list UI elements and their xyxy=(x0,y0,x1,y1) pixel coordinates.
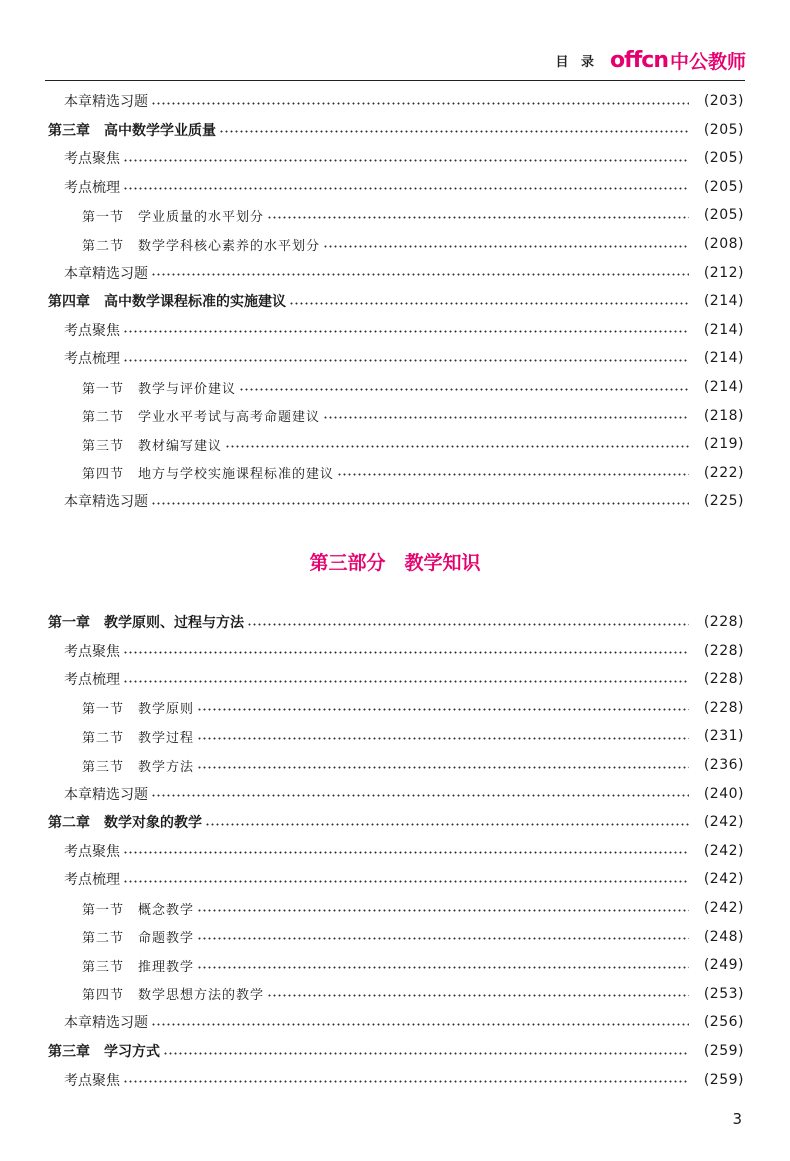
dot-leader xyxy=(123,647,689,659)
toc-entry-page: (236) xyxy=(703,757,744,773)
dot-leader xyxy=(123,847,689,859)
toc-entry-page: (214) xyxy=(703,350,744,367)
dot-leader xyxy=(289,297,689,309)
toc-entry-title: 考点聚焦 xyxy=(64,1072,120,1089)
toc-entry-title: 第四节 地方与学校实施课程标准的建议 xyxy=(82,467,335,483)
toc-entry-page: (208) xyxy=(703,236,744,252)
dot-leader xyxy=(267,211,689,223)
toc-entry-page: (253) xyxy=(703,985,744,1002)
toc-entry[interactable] xyxy=(0,611,790,633)
toc-entry-title: 第一章 教学原则、过程与方法 xyxy=(48,615,244,631)
toc-entry[interactable] xyxy=(0,811,790,833)
toc-entry-page: (205) xyxy=(703,207,744,224)
toc-entry[interactable] xyxy=(0,954,790,976)
toc-entry-title: 第一节 教学与评价建议 xyxy=(82,381,237,397)
toc-entry-page: (242) xyxy=(703,814,744,831)
toc-entry-title: 第四章 高中数学课程标准的实施建议 xyxy=(48,294,286,311)
toc-entry-title: 本章精选习题 xyxy=(64,94,148,110)
dot-leader xyxy=(323,412,689,424)
dot-leader xyxy=(197,761,689,773)
page-header xyxy=(555,42,746,78)
toc-entry-page: (240) xyxy=(703,785,744,802)
toc-entry[interactable] xyxy=(0,319,790,341)
toc-entry-page: (242) xyxy=(703,900,744,916)
toc-entry-page: (218) xyxy=(703,407,744,424)
toc-entry-title: 第二节 教学过程 xyxy=(82,730,195,746)
toc-entry-page: (214) xyxy=(703,293,744,310)
toc-entry[interactable] xyxy=(0,840,790,862)
dot-leader xyxy=(197,704,689,716)
dot-leader xyxy=(197,904,689,916)
toc-entry-title: 第三节 推理教学 xyxy=(82,959,195,975)
dot-leader xyxy=(123,875,689,887)
toc-entry-title: 第三节 教材编写建议 xyxy=(82,438,223,454)
toc-entry-page: (205) xyxy=(703,178,744,195)
toc-entry[interactable] xyxy=(0,176,790,198)
dot-leader xyxy=(239,383,689,395)
toc-entry[interactable] xyxy=(0,490,790,512)
dot-leader xyxy=(123,354,689,366)
toc-entry[interactable] xyxy=(0,462,790,484)
toc-entry-title: 本章精选习题 xyxy=(64,265,148,282)
part-title: 第三部分 教学知识 xyxy=(309,552,481,574)
toc-entry-page: (219) xyxy=(703,436,744,453)
toc-entry-page: (203) xyxy=(703,93,744,109)
dot-leader xyxy=(163,1047,689,1059)
dot-leader xyxy=(225,440,689,452)
toc-entry-title: 考点聚焦 xyxy=(64,843,120,860)
toc-entry-page: (259) xyxy=(703,1071,744,1088)
toc-entry-title: 第四节 数学思想方法的教学 xyxy=(82,988,265,1004)
toc-entry-page: (205) xyxy=(703,121,744,138)
toc-entry-title: 考点梳理 xyxy=(64,872,120,889)
toc-entry-title: 本章精选习题 xyxy=(64,1015,148,1032)
dot-leader xyxy=(151,497,689,509)
toc-entry-page: (259) xyxy=(703,1043,744,1059)
toc-entry[interactable] xyxy=(0,233,790,255)
dot-leader xyxy=(247,618,689,630)
toc-entry-title: 第一节 学业质量的水平划分 xyxy=(82,209,265,225)
toc-entry[interactable] xyxy=(0,90,790,112)
toc-entry[interactable] xyxy=(0,347,790,369)
toc-entry-page: (231) xyxy=(703,728,744,745)
dot-leader xyxy=(151,790,689,802)
toc-entry[interactable] xyxy=(0,119,790,141)
toc-entry-page: (242) xyxy=(703,871,744,888)
toc-entry-page: (242) xyxy=(703,842,744,859)
toc-entry[interactable] xyxy=(0,433,790,455)
toc-entry-title: 考点聚焦 xyxy=(64,322,120,339)
toc-entry-title: 第三章 学习方式 xyxy=(48,1044,160,1060)
toc-entry-page: (256) xyxy=(703,1014,744,1031)
toc-entry-page: (214) xyxy=(703,379,744,395)
dot-leader xyxy=(219,126,689,138)
toc-entry-title: 考点梳理 xyxy=(64,179,120,196)
toc-entry-title: 第三节 教学方法 xyxy=(82,759,195,775)
toc-entry[interactable] xyxy=(0,754,790,776)
dot-leader xyxy=(197,933,689,945)
dot-leader xyxy=(123,1076,689,1088)
toc-entry[interactable] xyxy=(0,1011,790,1033)
toc-entry-page: (228) xyxy=(703,642,744,659)
toc-entry-page: (248) xyxy=(703,928,744,945)
toc-entry[interactable] xyxy=(0,668,790,690)
toc-entry-title: 第三章 高中数学学业质量 xyxy=(48,122,216,139)
toc-entry-page: (212) xyxy=(703,264,744,281)
toc-entry[interactable] xyxy=(0,697,790,719)
toc-entry[interactable] xyxy=(0,926,790,948)
toc-entry[interactable] xyxy=(0,405,790,427)
toc-entry-title: 本章精选习题 xyxy=(64,494,148,511)
toc-entry-title: 考点梳理 xyxy=(64,351,120,368)
toc-entry-title: 第二章 数学对象的教学 xyxy=(48,815,202,832)
toc-entry-page: (214) xyxy=(703,321,744,338)
logo-latin: offcn xyxy=(610,47,668,73)
toc-entry[interactable] xyxy=(0,897,790,919)
toc-entry[interactable] xyxy=(0,290,790,312)
dot-leader xyxy=(197,961,689,973)
dot-leader xyxy=(197,732,689,744)
dot-leader xyxy=(151,1018,689,1030)
logo-cn: 中公教师 xyxy=(669,50,746,73)
toc-entry[interactable] xyxy=(0,868,790,890)
toc-entry-page: (228) xyxy=(703,699,744,716)
toc-entry[interactable] xyxy=(0,983,790,1005)
toc-entry[interactable] xyxy=(0,1040,790,1062)
dot-leader xyxy=(123,675,689,687)
toc-entry-page: (249) xyxy=(703,957,744,974)
toc-entry-title: 第一节 教学原则 xyxy=(82,702,195,718)
header-label: 目 录 xyxy=(555,54,599,70)
dot-leader xyxy=(205,818,689,830)
toc-entry-title: 考点聚焦 xyxy=(64,151,120,168)
toc-entry-title: 第二节 数学学科核心素养的水平划分 xyxy=(82,238,321,254)
toc-entry-title: 第二节 命题教学 xyxy=(82,931,195,947)
toc-entry[interactable] xyxy=(0,783,790,805)
toc-entry[interactable] xyxy=(0,725,790,747)
dot-leader xyxy=(267,990,689,1002)
dot-leader xyxy=(151,97,689,109)
toc-entry-page: (205) xyxy=(703,150,744,167)
toc-entry-title: 第二节 学业水平考试与高考命题建议 xyxy=(82,410,321,426)
toc-entry-title: 第一节 概念教学 xyxy=(82,902,195,918)
toc-entry[interactable] xyxy=(0,147,790,169)
toc-entry[interactable] xyxy=(0,262,790,284)
toc-entry-page: (228) xyxy=(703,671,744,688)
toc-entry[interactable] xyxy=(0,640,790,662)
toc-entry-page: (228) xyxy=(703,614,744,630)
toc-entry-title: 考点聚焦 xyxy=(64,643,120,660)
header-rule xyxy=(45,80,745,81)
dot-leader xyxy=(151,269,689,281)
dot-leader xyxy=(323,240,689,252)
dot-leader xyxy=(337,469,689,481)
toc-entry[interactable] xyxy=(0,1069,790,1091)
dot-leader xyxy=(123,154,689,166)
toc-entry[interactable] xyxy=(0,376,790,398)
toc-entry-title: 考点梳理 xyxy=(64,672,120,689)
toc-entry-page: (222) xyxy=(703,464,744,481)
toc-entry[interactable] xyxy=(0,204,790,226)
dot-leader xyxy=(123,183,689,195)
page-number: 3 xyxy=(732,1110,742,1128)
toc-entry-title: 本章精选习题 xyxy=(64,786,148,803)
dot-leader xyxy=(123,326,689,338)
toc-entry-page: (225) xyxy=(703,493,744,510)
